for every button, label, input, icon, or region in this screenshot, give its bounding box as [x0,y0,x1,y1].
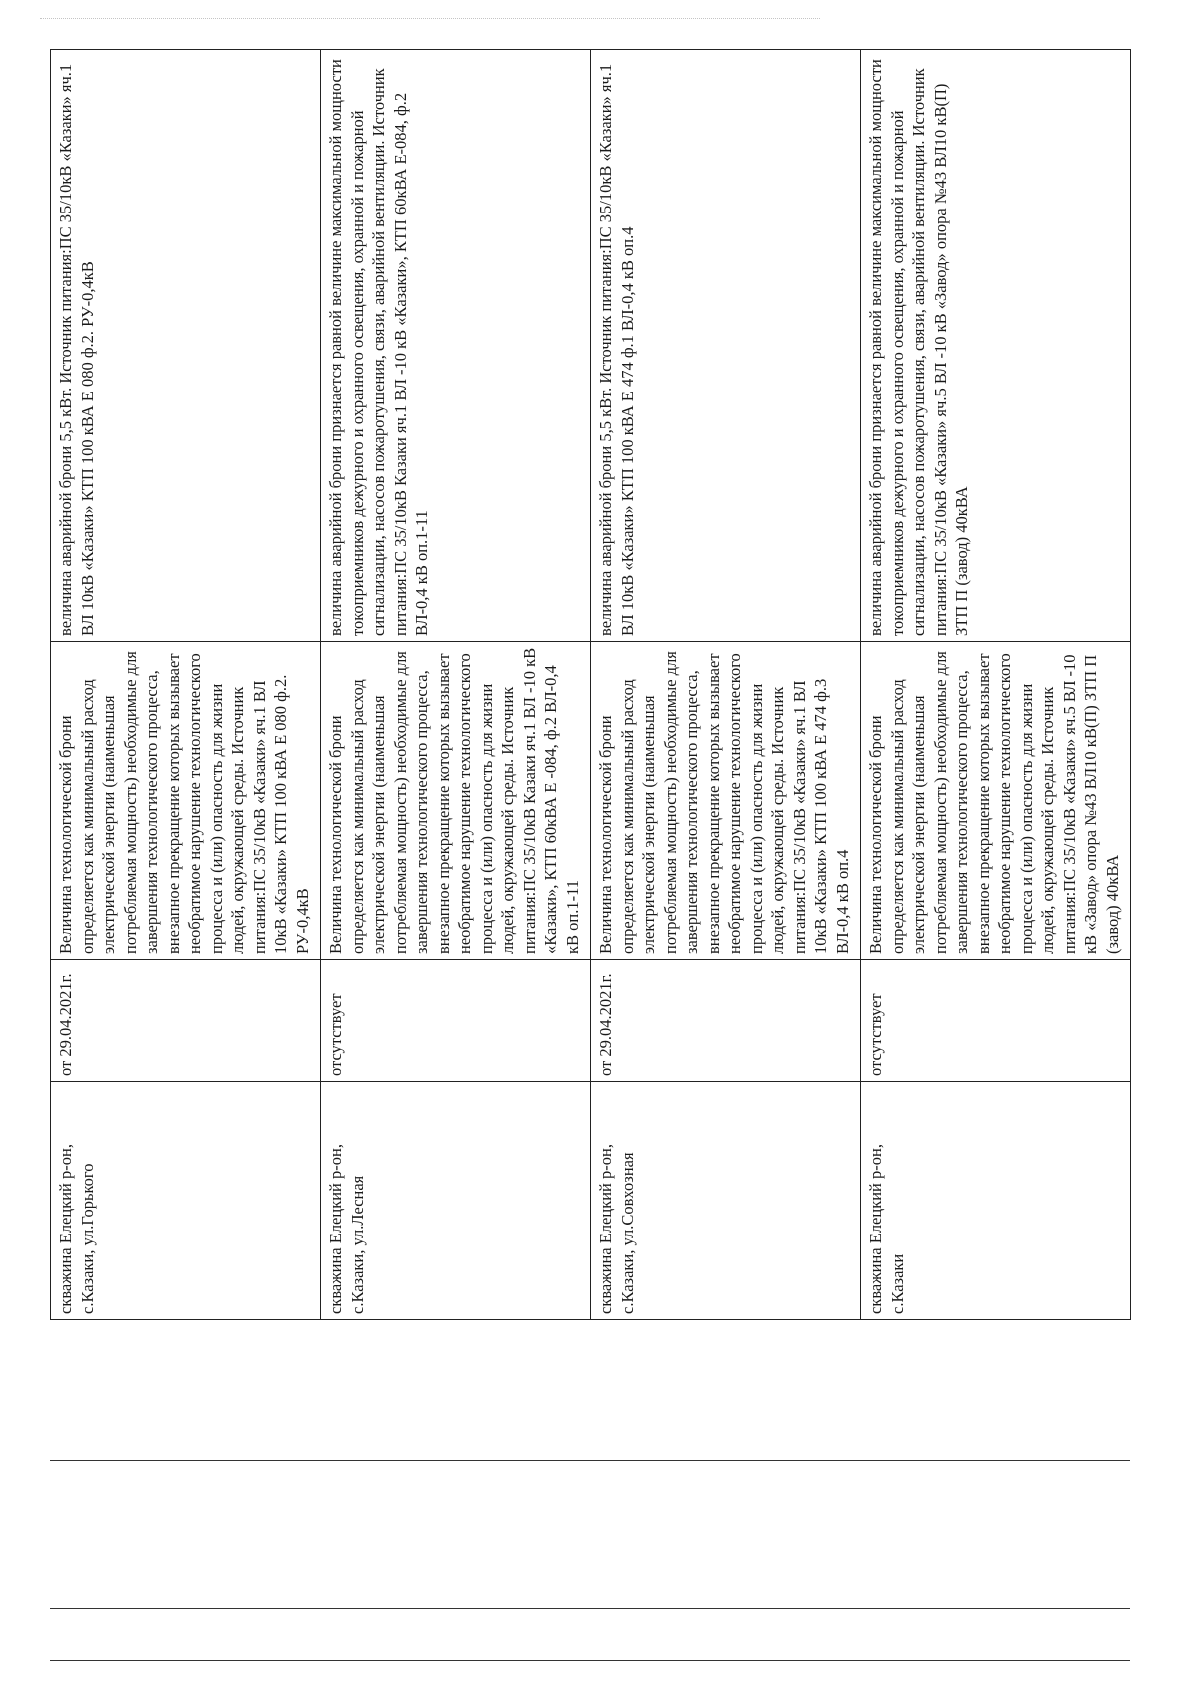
emergency-reserve-cell [321,50,591,642]
emergency-reserve-cell [861,50,1131,642]
scan-top-edge [40,18,820,19]
tech-reserve-text: Величина технологической брони определяется как минимальный расход электрической энергии (наименьшая потребляемая мощность) необходимые для завершения технологического процесса, внезапное прекращение которых вызывает необратимое нарушение технологического процесса и (или) опасность для жизни людей, окружающей среды. Источник питания:ПС 35/10кВ «Казаки» яч.1 ВЛ 10кВ «Казаки» КТП 100 кВА Е 080 ф.2. РУ-0,4кВ [56,651,312,954]
rotated-table-area [50,50,1130,1320]
tech-reserve-cell [51,642,321,960]
emergency-reserve-text: величина аварийной брони признается равной величине максимальной мощности токоприемников дежурного и охранного освещения, охранной и пожарной сигнализации, насосов пожаротушения, связи, аварийной вентиляции. Источник питания:ПС 35/10кВ Казаки яч.1 ВЛ -10 кВ «Казаки», КТП 60кВА Е-084, ф.2 ВЛ-0,4 кВ оп.1-11 [326,59,431,636]
tech-reserve-cell [591,642,861,960]
horizontal-rule [50,1460,1130,1461]
date-cell [51,960,321,1082]
date-text: от 29.04.2021г. [596,973,615,1076]
tech-reserve-cell [861,642,1131,960]
emergency-reserve-cell [51,50,321,642]
location-cell [51,1082,321,1320]
table-row [51,50,321,1320]
tech-reserve-text: Величина технологической брони определяется как минимальный расход электрической энергии (наименьшая потребляемая мощность) необходимые для завершения технологического процесса, внезапное прекращение которых вызывает необратимое нарушение технологического процесса и (или) опасность для жизни людей, окружающей среды. Источник питания:ПС 35/10кВ «Казаки» яч.1 ВЛ 10кВ «Казаки» КТП 100 кВА Е 474 ф.3 ВЛ-0,4 кВ оп.4 [596,651,852,954]
location-text: скважина Елецкий р-он, с.Казаки, ул.Лесная [326,1144,367,1314]
date-text: от 29.04.2021г. [56,973,75,1076]
location-text: скважина Елецкий р-он, с.Казаки [866,1144,907,1314]
tech-reserve-text: Величина технологической брони определяется как минимальный расход электрической энергии (наименьшая потребляемая мощность) необходимые для завершения технологического процесса, внезапное прекращение которых вызывает необратимое нарушение технологического процесса и (или) опасность для жизни людей, окружающей среды. Источник питания:ПС 35/10кВ Казаки яч.1 ВЛ -10 кВ «Казаки», КТП 60кВА Е -084, ф.2 ВЛ-0,4 кВ оп.1-11 [326,647,582,954]
location-text: скважина Елецкий р-он, с.Казаки, ул.Совхозная [596,1144,637,1314]
location-cell [321,1082,591,1320]
date-text: отсутствует [326,993,345,1076]
table-row [591,50,861,1320]
power-reserve-table [50,49,1131,1320]
tech-reserve-cell [321,642,591,960]
emergency-reserve-text: величина аварийной брони 5,5 кВт. Источник питания:ПС 35/10кВ «Казаки» яч.1 ВЛ 10кВ «Казаки» КТП 100 кВА Е 080 ф.2. РУ-0,4кВ [56,63,97,636]
emergency-reserve-text: величина аварийной брони 5,5 кВт. Источник питания:ПС 35/10кВ «Казаки» яч.1 ВЛ 10кВ «Казаки» КТП 100 кВА Е 474 ф.1 ВЛ-0,4 кВ оп.4 [596,63,637,636]
horizontal-rule [50,1660,1130,1661]
table-row [861,50,1131,1320]
emergency-reserve-text: величина аварийной брони признается равной величине максимальной мощности токоприемников дежурного и охранного освещения, охранной и пожарной сигнализации, насосов пожаротушения, связи, аварийной вентиляции. Источник питания:ПС 35/10кВ «Казаки» яч.5 ВЛ -10 кВ «Завод» опора №43 ВЛ10 кВ(П) ЗТП П (завод) 40кВА [866,59,971,636]
date-text: отсутствует [866,993,885,1076]
date-cell [591,960,861,1082]
date-cell [861,960,1131,1082]
table-row [321,50,591,1320]
location-cell [591,1082,861,1320]
tech-reserve-text: Величина технологической брони определяется как минимальный расход электрической энергии (наименьшая потребляемая мощность) необходимые для завершения технологического процесса, внезапное прекращение которых вызывает необратимое нарушение технологического процесса и (или) опасность для жизни людей, окружающей среды. Источник питания:ПС 35/10кВ «Казаки» яч.5 ВЛ -10 кВ «Завод» опора №43 ВЛ10 кВ(П) ЗТП П (завод) 40кВА [866,651,1122,954]
location-text: скважина Елецкий р-он, с.Казаки, ул.Горького [56,1144,97,1314]
date-cell [321,960,591,1082]
horizontal-rule [50,1608,1130,1609]
emergency-reserve-cell [591,50,861,642]
location-cell [861,1082,1131,1320]
